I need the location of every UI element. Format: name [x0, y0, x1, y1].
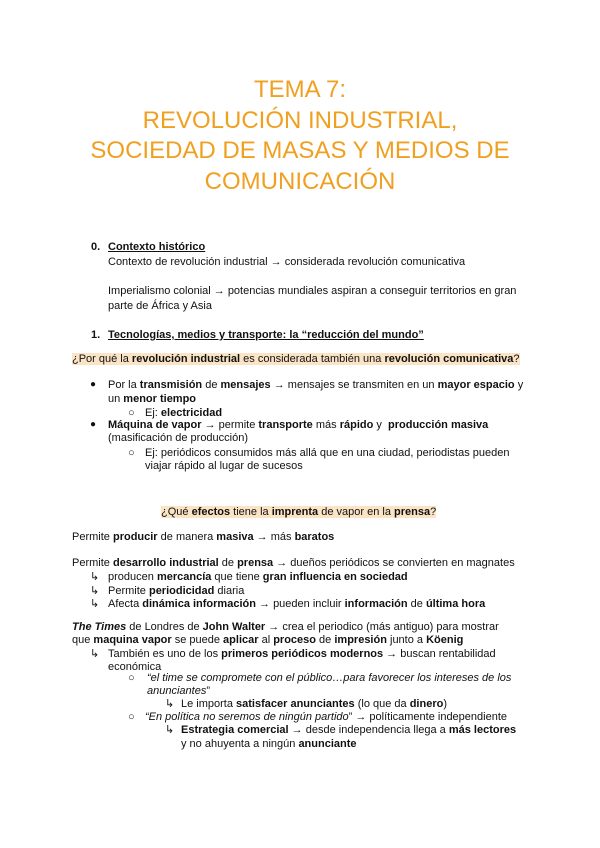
- quote-1-line-1: “el time se compromete con el público…para favorecer los intereses de los: [147, 672, 512, 684]
- quote-1-line-2: anunciantes”: [147, 685, 210, 697]
- question-1: ¿Por qué la revolución industrial es considerada también una revolución comunicativa?: [72, 353, 520, 365]
- arrow-marker: ↳: [90, 571, 100, 583]
- sub-bullet-circle: ○: [128, 407, 135, 419]
- title-line-1: TEMA 7:: [253, 76, 347, 103]
- paragraph-3-line-1: The Times de Londres de John Walter → crea el periodico (más antiguo) para mostrar: [72, 621, 499, 633]
- title-line-3: SOCIEDAD DE MASAS Y MEDIOS DE: [90, 137, 510, 164]
- paragraph-2: Permite desarrollo industrial de prensa → dueños periódicos se convierten en magnates: [72, 557, 515, 569]
- document-title: [0, 75, 600, 197]
- arrow-marker: ↳: [90, 648, 100, 660]
- paragraph-3-sub-1: También es uno de los primeros periódicos modernos → buscan rentabilidad: [108, 648, 496, 660]
- bullet-dot: ●: [90, 419, 97, 430]
- paragraph-1: Permite producir de manera masiva → más baratos: [72, 531, 335, 543]
- quote-1-sub: Le importa satisfacer anunciantes (lo que da dinero): [181, 698, 447, 710]
- arrow-marker: ↳: [165, 698, 175, 710]
- bullet-2-sub-line-2: viajar rápido al lugar de sucesos: [145, 460, 303, 472]
- section-1-heading: Tecnologías, medios y transporte: la “reducción del mundo”: [108, 329, 424, 341]
- sub-bullet-circle: ○: [128, 447, 135, 459]
- bullet-1-line-1: Por la transmisión de mensajes → mensajes se transmiten en un mayor espacio y: [108, 379, 524, 391]
- title-line-2: REVOLUCIÓN INDUSTRIAL,: [142, 106, 458, 134]
- quote-2: “En política no seremos de ningún partido” → políticamente independiente: [145, 711, 508, 723]
- quote-2-sub-line-2: y no ahuyenta a ningún anunciante: [181, 738, 357, 750]
- arrow-marker: ↳: [165, 724, 175, 736]
- bullet-2-line-2: (masificación de producción): [108, 432, 249, 444]
- arrow-marker: ↳: [90, 598, 100, 610]
- question-2: ¿Qué efectos tiene la imprenta de vapor en la prensa?: [161, 506, 437, 518]
- bullet-1-line-2: un menor tiempo: [108, 393, 197, 405]
- paragraph-3-sub-1-cont: económica: [108, 661, 162, 673]
- quote-2-sub-line-1: Estrategia comercial → desde independencia llega a más lectores: [181, 724, 517, 736]
- section-0-line-3: parte de África y Asia: [108, 300, 212, 312]
- bullet-2-sub-line-1: Ej: periódicos consumidos más allá que en una ciudad, periodistas pueden: [145, 447, 510, 459]
- arrow-marker: ↳: [90, 585, 100, 597]
- paragraph-2-sub-2: Permite periodicidad diaria: [108, 585, 245, 597]
- paragraph-3-line-2: que maquina vapor se puede aplicar al proceso de impresión junto a Köenig: [72, 634, 464, 646]
- bullet-dot: ●: [90, 379, 97, 390]
- bullet-1-sub: Ej: electricidad: [145, 407, 223, 419]
- paragraph-2-sub-3: Afecta dinámica información → pueden incluir información de última hora: [108, 598, 486, 610]
- section-0-line-2: Imperialismo colonial → potencias mundiales aspiran a conseguir territorios en gran: [108, 285, 517, 297]
- paragraph-2-sub-1: producen mercancía que tiene gran influencia en sociedad: [108, 571, 408, 583]
- sub-bullet-circle: ○: [128, 711, 135, 723]
- sub-bullet-circle: ○: [128, 672, 135, 684]
- section-0-line-1: Contexto de revolución industrial → considerada revolución comunicativa: [108, 256, 466, 268]
- section-0-heading: Contexto histórico: [108, 241, 206, 253]
- title-line-4: COMUNICACIÓN: [204, 167, 396, 195]
- section-0-number: 0.: [91, 241, 101, 253]
- bullet-2-line-1: Máquina de vapor → permite transporte más rápido y producción masiva: [108, 419, 489, 431]
- section-1-number: 1.: [91, 329, 101, 341]
